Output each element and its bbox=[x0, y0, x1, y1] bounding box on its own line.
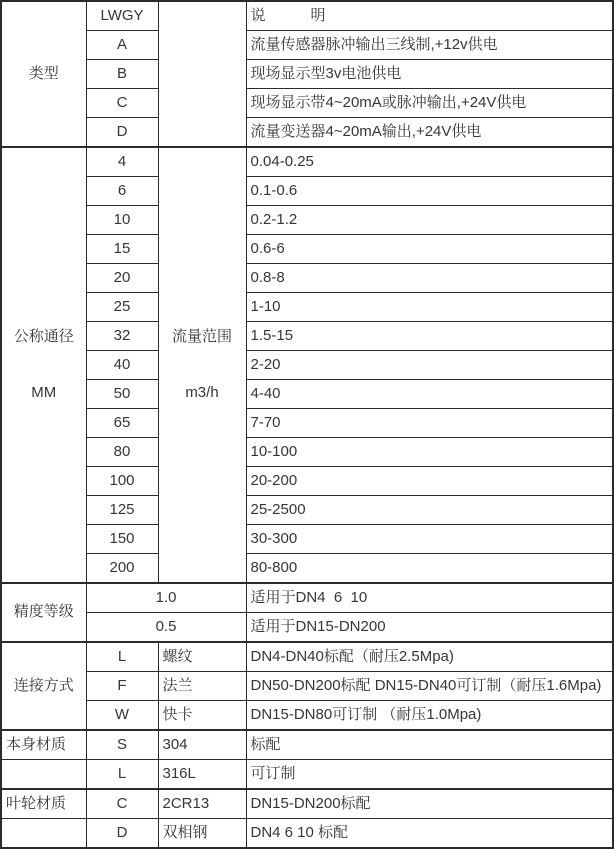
table-row bbox=[1, 760, 613, 790]
dn-cell: 150 bbox=[86, 525, 158, 554]
body-material-name-cell: 316L bbox=[158, 760, 246, 790]
table-row bbox=[1, 554, 613, 584]
dn-cell: 10 bbox=[86, 206, 158, 235]
range-cell: 20-200 bbox=[246, 467, 613, 496]
table-row bbox=[1, 701, 613, 731]
table-row bbox=[1, 496, 613, 525]
range-cell: 0.04-0.25 bbox=[246, 147, 613, 177]
connection-desc-cell: DN15-DN80可订制 （耐压1.0Mpa) bbox=[246, 701, 613, 731]
diameter-label-line2: MM bbox=[31, 383, 57, 401]
accuracy-section-label: 精度等级 bbox=[1, 583, 86, 642]
range-cell: 2-20 bbox=[246, 351, 613, 380]
body-material-section-label: 本身材质 bbox=[1, 730, 86, 760]
table-row bbox=[1, 819, 613, 849]
connection-code-cell: W bbox=[86, 701, 158, 731]
dn-cell: 125 bbox=[86, 496, 158, 525]
type-desc-cell: 现场显示型3v电池供电 bbox=[246, 60, 613, 89]
body-material-code-cell: S bbox=[86, 730, 158, 760]
table-row bbox=[1, 438, 613, 467]
type-section-label: 类型 bbox=[1, 1, 86, 147]
connection-name-cell: 螺纹 bbox=[158, 642, 246, 672]
impeller-material-desc-cell: DN15-DN200标配 bbox=[246, 789, 613, 819]
table-row bbox=[1, 31, 613, 60]
table-row bbox=[1, 293, 613, 322]
accuracy-desc-cell: 适用于DN4 6 10 bbox=[246, 583, 613, 613]
table-row bbox=[1, 730, 613, 760]
range-cell: 30-300 bbox=[246, 525, 613, 554]
dn-cell: 4 bbox=[86, 147, 158, 177]
table-row bbox=[1, 409, 613, 438]
table-row bbox=[1, 177, 613, 206]
dn-cell: 80 bbox=[86, 438, 158, 467]
range-cell: 0.8-8 bbox=[246, 264, 613, 293]
table-row bbox=[1, 525, 613, 554]
table-row bbox=[1, 147, 613, 177]
table-row bbox=[1, 583, 613, 613]
model-code-cell: LWGY bbox=[86, 1, 158, 31]
dn-cell: 200 bbox=[86, 554, 158, 584]
impeller-material-name-cell: 双相钢 bbox=[158, 819, 246, 849]
flow-range-label-line1: 流量范围 bbox=[171, 327, 232, 345]
table-row bbox=[1, 322, 613, 351]
dn-cell: 65 bbox=[86, 409, 158, 438]
accuracy-grade-cell: 1.0 bbox=[86, 583, 246, 613]
type-code-cell: A bbox=[86, 31, 158, 60]
table-row bbox=[1, 235, 613, 264]
range-cell: 1.5-15 bbox=[246, 322, 613, 351]
dn-cell: 50 bbox=[86, 380, 158, 409]
impeller-material-desc-cell: DN4 6 10 标配 bbox=[246, 819, 613, 849]
impeller-material-code-cell: D bbox=[86, 819, 158, 849]
body-material-desc-cell: 标配 bbox=[246, 730, 613, 760]
type-code-cell: B bbox=[86, 60, 158, 89]
type-code-cell: D bbox=[86, 118, 158, 148]
table-row bbox=[1, 380, 613, 409]
dn-cell: 15 bbox=[86, 235, 158, 264]
range-cell: 7-70 bbox=[246, 409, 613, 438]
table-row bbox=[1, 264, 613, 293]
dn-cell: 100 bbox=[86, 467, 158, 496]
table-row bbox=[1, 89, 613, 118]
table-row bbox=[1, 789, 613, 819]
type-desc-cell: 流量传感器脉冲输出三线制,+12v供电 bbox=[246, 31, 613, 60]
range-cell: 0.1-0.6 bbox=[246, 177, 613, 206]
table-row bbox=[1, 672, 613, 701]
empty-cell bbox=[1, 819, 86, 849]
empty-cell bbox=[1, 760, 86, 790]
range-cell: 10-100 bbox=[246, 438, 613, 467]
diameter-label-line1: 公称通径 bbox=[13, 327, 74, 345]
dn-cell: 32 bbox=[86, 322, 158, 351]
impeller-material-code-cell: C bbox=[86, 789, 158, 819]
body-material-name-cell: 304 bbox=[158, 730, 246, 760]
range-cell: 4-40 bbox=[246, 380, 613, 409]
range-cell: 25-2500 bbox=[246, 496, 613, 525]
body-material-desc-cell: 可订制 bbox=[246, 760, 613, 790]
table-row bbox=[1, 642, 613, 672]
connection-desc-cell: DN4-DN40标配（耐压2.5Mpa) bbox=[246, 642, 613, 672]
impeller-material-name-cell: 2CR13 bbox=[158, 789, 246, 819]
body-material-code-cell: L bbox=[86, 760, 158, 790]
range-cell: 0.2-1.2 bbox=[246, 206, 613, 235]
connection-name-cell: 法兰 bbox=[158, 672, 246, 701]
empty-cell bbox=[158, 1, 246, 147]
dn-cell: 6 bbox=[86, 177, 158, 206]
range-cell: 0.6-6 bbox=[246, 235, 613, 264]
impeller-material-section-label: 叶轮材质 bbox=[1, 789, 86, 819]
dn-cell: 40 bbox=[86, 351, 158, 380]
type-code-cell: C bbox=[86, 89, 158, 118]
table-row bbox=[1, 613, 613, 643]
table-row bbox=[1, 60, 613, 89]
connection-section-label: 连接方式 bbox=[1, 642, 86, 730]
range-cell: 80-800 bbox=[246, 554, 613, 584]
dn-cell: 25 bbox=[86, 293, 158, 322]
flow-range-label-line2: m3/h bbox=[185, 383, 219, 401]
connection-name-cell: 快卡 bbox=[158, 701, 246, 731]
table-row bbox=[1, 467, 613, 496]
table-row bbox=[1, 1, 613, 31]
diameter-section-label bbox=[1, 147, 86, 583]
dn-cell: 20 bbox=[86, 264, 158, 293]
type-desc-cell: 流量变送器4~20mA输出,+24V供电 bbox=[246, 118, 613, 148]
type-desc-cell: 现场显示带4~20mA或脉冲输出,+24V供电 bbox=[246, 89, 613, 118]
table-row bbox=[1, 351, 613, 380]
table-row bbox=[1, 206, 613, 235]
connection-code-cell: L bbox=[86, 642, 158, 672]
connection-code-cell: F bbox=[86, 672, 158, 701]
range-cell: 1-10 bbox=[246, 293, 613, 322]
desc-header-cell: 说 明 bbox=[246, 1, 613, 31]
accuracy-grade-cell: 0.5 bbox=[86, 613, 246, 643]
accuracy-desc-cell: 适用于DN15-DN200 bbox=[246, 613, 613, 643]
connection-desc-cell: DN50-DN200标配 DN15-DN40可订制（耐压1.6Mpa) bbox=[246, 672, 613, 701]
flow-range-label bbox=[158, 147, 246, 583]
table-row bbox=[1, 118, 613, 148]
